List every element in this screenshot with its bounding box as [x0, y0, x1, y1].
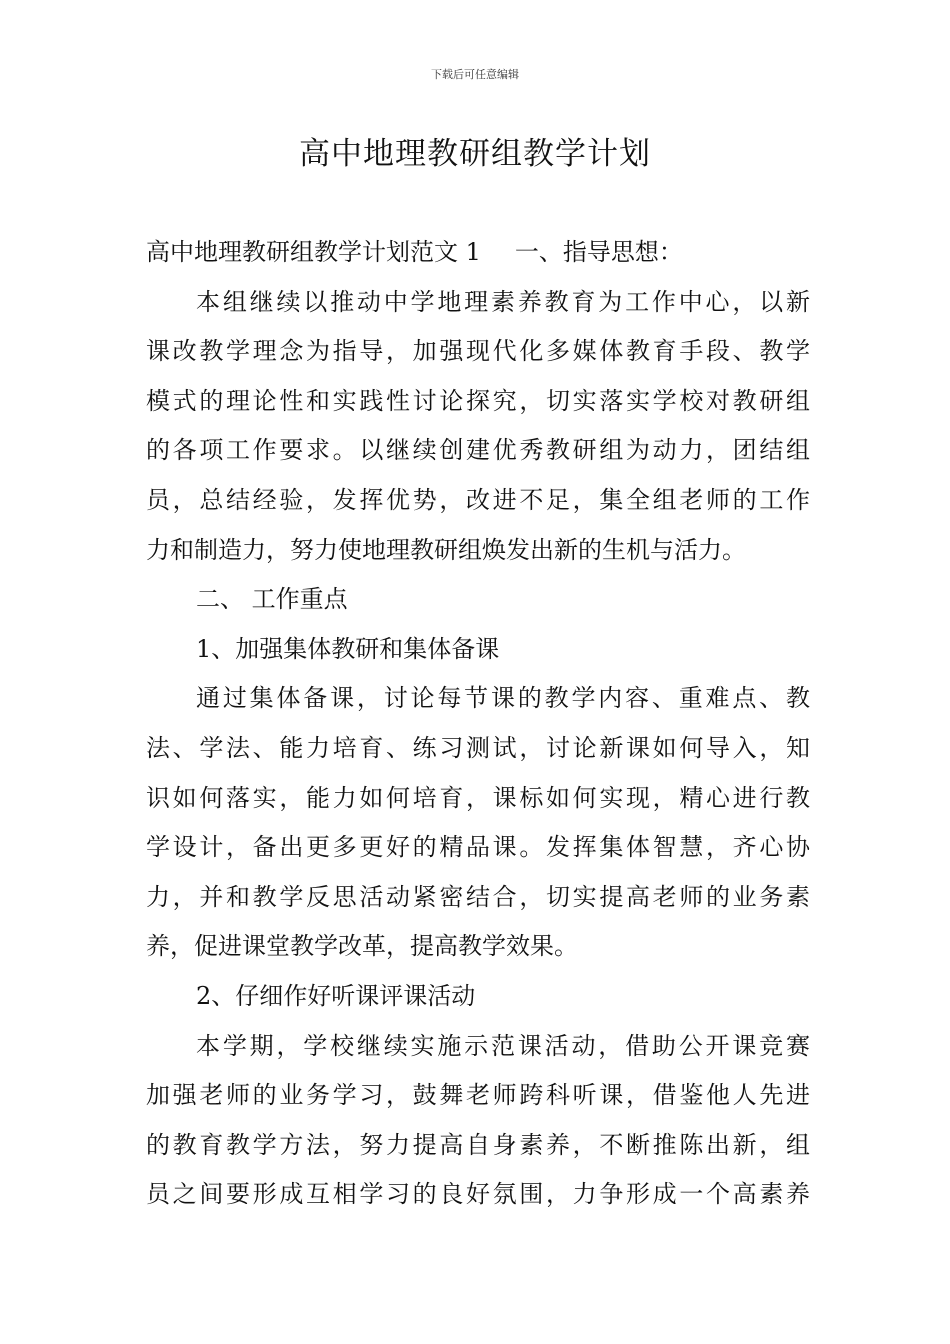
subheading-collective-prep: 1、加强集体教研和集体备课 [196, 634, 500, 663]
paragraph-line: 课改教学理念为指导，加强现代化多媒体教育手段、教学 [146, 337, 810, 366]
paragraph-line: 本组继续以推动中学地理素养教育为工作中心，以新 [196, 287, 810, 316]
paragraph-line: 力，并和教学反思活动紧密结合，切实提高老师的业务素 [146, 882, 810, 911]
paragraph-line: 加强老师的业务学习，鼓舞老师跨科听课，借鉴他人先进 [146, 1081, 810, 1110]
paragraph-line: 模式的理论性和实践性讨论探究，切实落实学校对教研组 [146, 386, 810, 415]
header-note: 下载后可任意编辑 [431, 68, 519, 81]
paragraph-line: 识如何落实，能力如何培育，课标如何实现，精心进行教 [146, 783, 810, 812]
paragraph-line: 通过集体备课，讨论每节课的教学内容、重难点、教 [196, 684, 810, 713]
paragraph-line: 的各项工作要求。以继续创建优秀教研组为动力，团结组 [146, 436, 810, 465]
paragraph-line: 员，总结经验，发挥优势，改进不足，集全组老师的工作 [146, 485, 810, 514]
section-heading-work-focus: 二、 工作重点 [196, 585, 348, 614]
paragraph-line: 的教育教学方法，努力提高自身素养，不断推陈出新，组 [146, 1130, 810, 1159]
paragraph-line: 法、学法、能力培育、练习测试，讨论新课如何导入，知 [146, 733, 810, 762]
paragraph-line: 养，促进课堂教学改革，提高教学效果。 [146, 932, 578, 961]
subheading-lesson-observation: 2、仔细作好听课评课活动 [196, 981, 476, 1010]
intro-line [146, 228, 810, 278]
paragraph-line: 员之间要形成互相学习的良好氛围，力争形成一个高素养 [146, 1180, 810, 1209]
document-subtitle: 高中地理教研组教学计划范文 1 [146, 238, 481, 266]
paragraph-line: 学设计，备出更多更好的精品课。发挥集体智慧，齐心协 [146, 833, 810, 862]
paragraph-line: 力和制造力，努力使地理教研组焕发出新的生机与活力。 [146, 535, 746, 564]
document-body [146, 228, 810, 1220]
paragraph-line: 本学期，学校继续实施示范课活动，借助公开课竞赛 [196, 1031, 810, 1060]
document-title: 高中地理教研组教学计划 [299, 136, 651, 172]
section-heading-guiding-thought: 一、指导思想： [514, 238, 683, 266]
